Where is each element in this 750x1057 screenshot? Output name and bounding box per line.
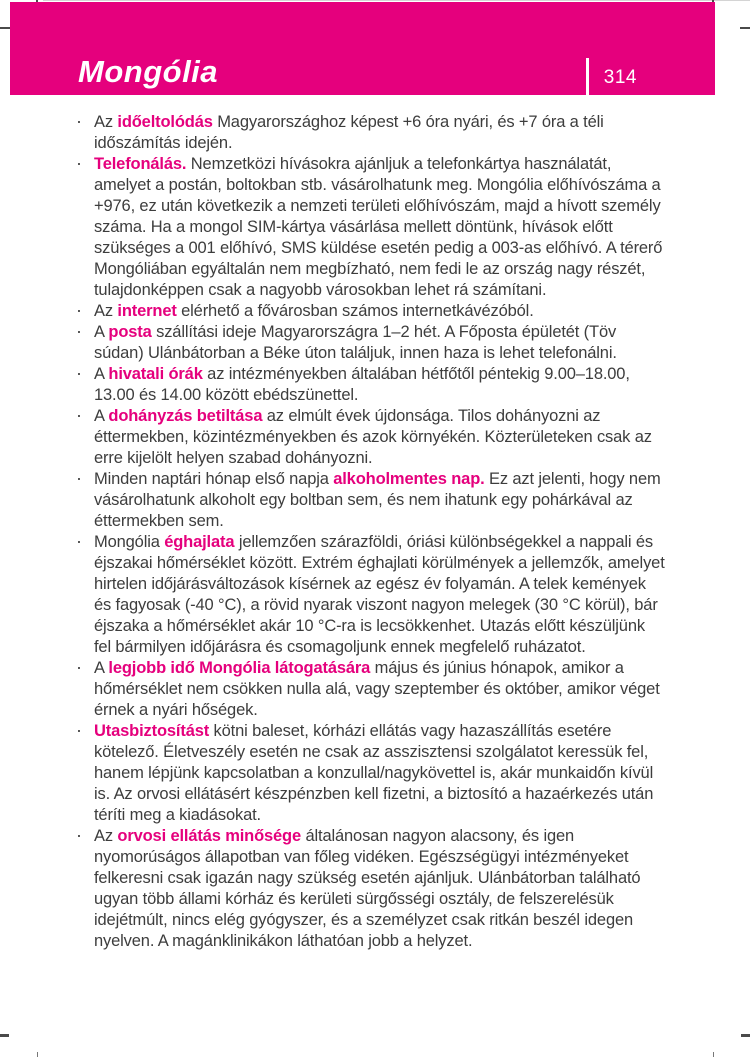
body-text: szállítási ideje Magyarországra 1–2 hét. A Főposta épületét (Töv súdan) Ulánbátorban a Béke úton találjuk, innen haza is lehet telefonálni.: [94, 323, 617, 362]
highlight-term: éghajlata: [164, 533, 235, 551]
bullet-dot: ·: [76, 657, 82, 677]
list-item: [76, 321, 666, 364]
crop-mark-bottom-tick-left: [37, 1052, 38, 1057]
bullet-dot: ·: [76, 300, 82, 320]
body-text: Nemzetközi hívásokra ajánljuk a telefonkártya használatát, amelyet a postán, boltokban stb. vásárolhatunk meg. Mongólia előhívószáma a +976, ez után következik a nemzeti területi előhívószám, majd a hívott személy száma. Ha a mongol SIM-kártya vásárlása mellett döntünk, hívások előtt szükséges a 001 előhívó, SMS küldése esetén pedig a 003-as előhívó. A térerő Mongóliában egyáltalán nem megbízható, nem fedi le az ország nagy részét, tulajdonképpen csak a nagyobb városokban lehet rá számítani.: [94, 155, 663, 299]
highlight-term: Telefonálás.: [94, 155, 187, 173]
crop-mark-bottom-tick-right: [713, 1052, 714, 1057]
bullet-dot: ·: [76, 321, 82, 341]
highlight-term: Utasbiztosítást: [94, 722, 210, 740]
list-item: [76, 531, 666, 658]
body-text: Az: [94, 827, 118, 845]
highlight-term: időeltolódás: [117, 113, 213, 131]
list-item: [76, 657, 666, 721]
body-text: általánosan nagyon alacsony, és igen nyomorúságos állapotban van főleg vidéken. Egészségügyi intézményeket felkeresni csak igazán nagy szükség esetén ajánljuk. Ulánbátorban található ugyan több állami kórház és kerületi sürgősségi osztály, de felszerelésük idejétmúlt, nincs elég gyógyszer, és a személyzet csak ritkán beszél idegen nyelven. A magánklinikákon láthatóan jobb a helyzet.: [94, 827, 641, 950]
crop-mark-right: [740, 27, 750, 29]
page-number-divider: [586, 58, 589, 95]
body-text: A: [94, 323, 109, 341]
highlight-term: orvosi ellátás minősége: [117, 827, 302, 845]
body-text: kötni baleset, kórházi ellátás vagy hazaszállítás esetére kötelező. Életveszély esetén ne csak az asszisztensi szolgálatot keressük fel, hanem lépjünk kapcsolatban a konzullal/nagykövettel is, akár munkaidőn kívül is. Az orvosi ellátásért készpénzben kell fizetni, a biztosító a hazaérkezés után téríti meg a kiadásokat.: [94, 722, 654, 824]
list-item: [76, 363, 666, 406]
highlight-term: hivatali órák: [108, 365, 203, 383]
highlight-term: internet: [117, 302, 177, 320]
highlight-term: dohányzás betiltása: [108, 407, 263, 425]
bullet-dot: ·: [76, 363, 82, 383]
crop-mark-bottom-left: [0, 1034, 9, 1037]
list-item: [76, 825, 666, 952]
bullet-dot: ·: [76, 531, 82, 551]
list-item: [76, 405, 666, 469]
bullet-list: [76, 111, 666, 952]
body-text: Az: [94, 113, 118, 131]
highlight-term: legjobb idő Mongólia látogatására: [108, 659, 371, 677]
list-item: [76, 720, 666, 826]
bullet-dot: ·: [76, 111, 82, 131]
crop-mark-bottom-right: [741, 1034, 750, 1037]
highlight-term: alkoholmentes nap.: [333, 470, 485, 488]
body-text: A: [94, 365, 109, 383]
chapter-title: Mongólia: [78, 54, 219, 89]
list-item: [76, 111, 666, 154]
body-text: elérhető a fővárosban számos internetkávézóból.: [176, 302, 534, 320]
body-text: jellemzően szárazföldi, óriási különbségekkel a nappali és éjszakai hőmérséklet között. Extrém éghajlati körülmények a jellemzők, amelyet hirtelen időjárásváltozások kísérnek az egész év folyamán. A telek kemények és fagyosak (-40 °C), a rövid nyarak viszont nagyon melegek (30 °C körül), bár éjszaka a hőmérséklet akár 10 °C-ra is lecsökkenhet. Utazás előtt készüljünk fel bármilyen időjárásra és csomagoljunk ennek megfelelő ruházatot.: [94, 533, 665, 656]
body-text: az intézményekben általában hétfőtől péntekig 9.00–18.00, 13.00 és 14.00 között ebédszünettel.: [94, 365, 630, 404]
body-text: Mongólia: [94, 533, 165, 551]
bullet-dot: ·: [76, 720, 82, 740]
bullet-dot: ·: [76, 153, 82, 173]
body-text: Ez azt jelenti, hogy nem vásárolhatunk alkoholt egy boltban sem, és nem ihatunk egy pohárkával az éttermekben sem.: [94, 470, 661, 530]
body-text: Az: [94, 302, 118, 320]
page-edge-hairline: [43, 0, 750, 1]
list-item: [76, 153, 666, 301]
bullet-dot: ·: [76, 468, 82, 488]
body-text: az elmúlt évek újdonsága. Tilos dohányozni az éttermekben, közintézményekben és azok környékén. Közterületeken csak az erre kijelölt helyen szabad dohányozni.: [94, 407, 652, 467]
list-item: [76, 300, 666, 322]
page-number: 314: [603, 67, 637, 88]
body-text: A: [94, 659, 109, 677]
body-text: A: [94, 407, 109, 425]
list-item: [76, 468, 666, 532]
crop-mark-left: [0, 27, 10, 29]
bullet-dot: ·: [76, 405, 82, 425]
highlight-term: posta: [108, 323, 152, 341]
bullet-dot: ·: [76, 825, 82, 845]
chapter-header-band: [10, 2, 715, 95]
body-text: Magyarországhoz képest +6 óra nyári, és +7 óra a téli időszámítás idején.: [94, 113, 604, 152]
body-text: Minden naptári hónap első napja: [94, 470, 334, 488]
body-text: május és június hónapok, amikor a hőmérséklet nem csökken nulla alá, vagy szeptember és október, amikor véget érnek a nyári hőségek.: [94, 659, 660, 719]
